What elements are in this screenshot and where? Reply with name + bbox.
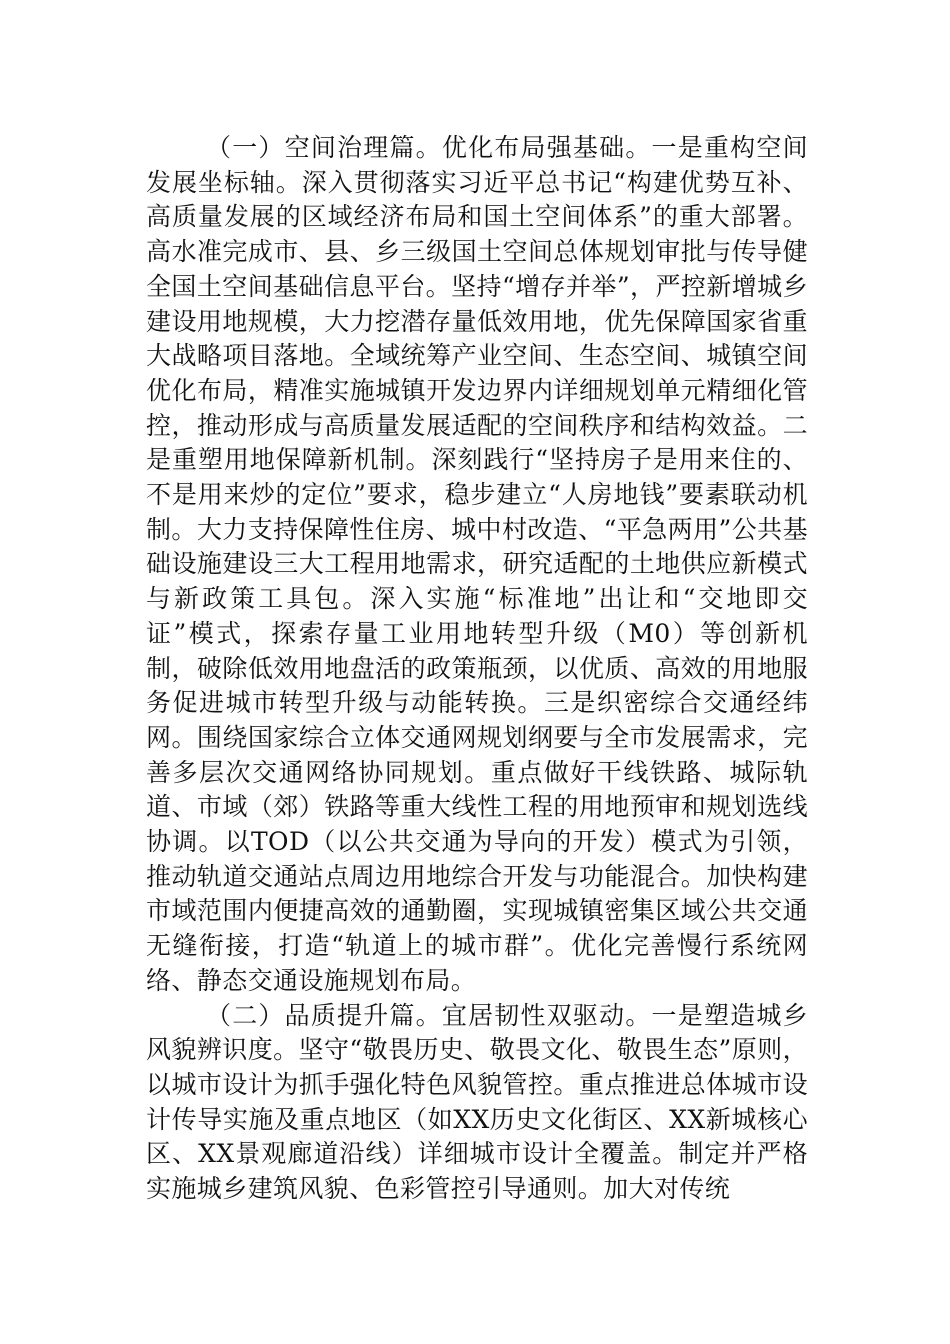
document-body <box>146 131 808 1207</box>
paragraph-quality-improvement: （二）品质提升篇。宜居韧性双驱动。一是塑造城乡风貌辨识度。坚守“敬畏历史、敬畏文化、敬畏生态”原则，以城市设计为抓手强化特色风貌管控。重点推进总体城市设计传导实施及重点地区（如XX历史文化街区、XX新城核心区、XX景观廊道沿线）详细城市设计全覆盖。制定并严格实施城乡建筑风貌、色彩管控引导通则。加大对传统 <box>146 1000 808 1204</box>
paragraph-spatial-governance: （一）空间治理篇。优化布局强基础。一是重构空间发展坐标轴。深入贯彻落实习近平总书记“构建优势互补、高质量发展的区域经济布局和国土空间体系”的重大部署。高水准完成市、县、乡三级国土空间总体规划审批与传导健全国土空间基础信息平台。坚持“增存并举”，严控新增城乡建设用地规模，大力挖潜存量低效用地，优先保障国家省重大战略项目落地。全域统筹产业空间、生态空间、城镇空间优化布局，精准实施城镇开发边界内详细规划单元精细化管控，推动形成与高质量发展适配的空间秩序和结构效益。二是重塑用地保障新机制。深刻践行“坚持房子是用来住的、不是用来炒的定位”要求，稳步建立“人房地钱”要素联动机制。大力支持保障性住房、城中村改造、“平急两用”公共基础设施建设三大工程用地需求，研究适配的土地供应新模式与新政策工具包。深入实施“标准地”出让和“交地即交证”模式，探索存量工业用地转型升级（M0）等创新机制，破除低效用地盘活的政策瓶颈，以优质、高效的用地服务促进城市转型升级与动能转换。三是织密综合交通经纬网。围绕国家综合立体交通网规划纲要与全市发展需求，完善多层次交通网络协同规划。重点做好干线铁路、城际轨道、市域（郊）铁路等重大线性工程的用地预审和规划选线协调。以TOD（以公共交通为导向的开发）模式为引领，推动轨道交通站点周边用地综合开发与功能混合。加快构建市域范围内便捷高效的通勤圈，实现城镇密集区域公共交通无缝衔接，打造“轨道上的城市群”。优化完善慢行系统网络、静态交通设施规划布局。 <box>146 133 808 995</box>
